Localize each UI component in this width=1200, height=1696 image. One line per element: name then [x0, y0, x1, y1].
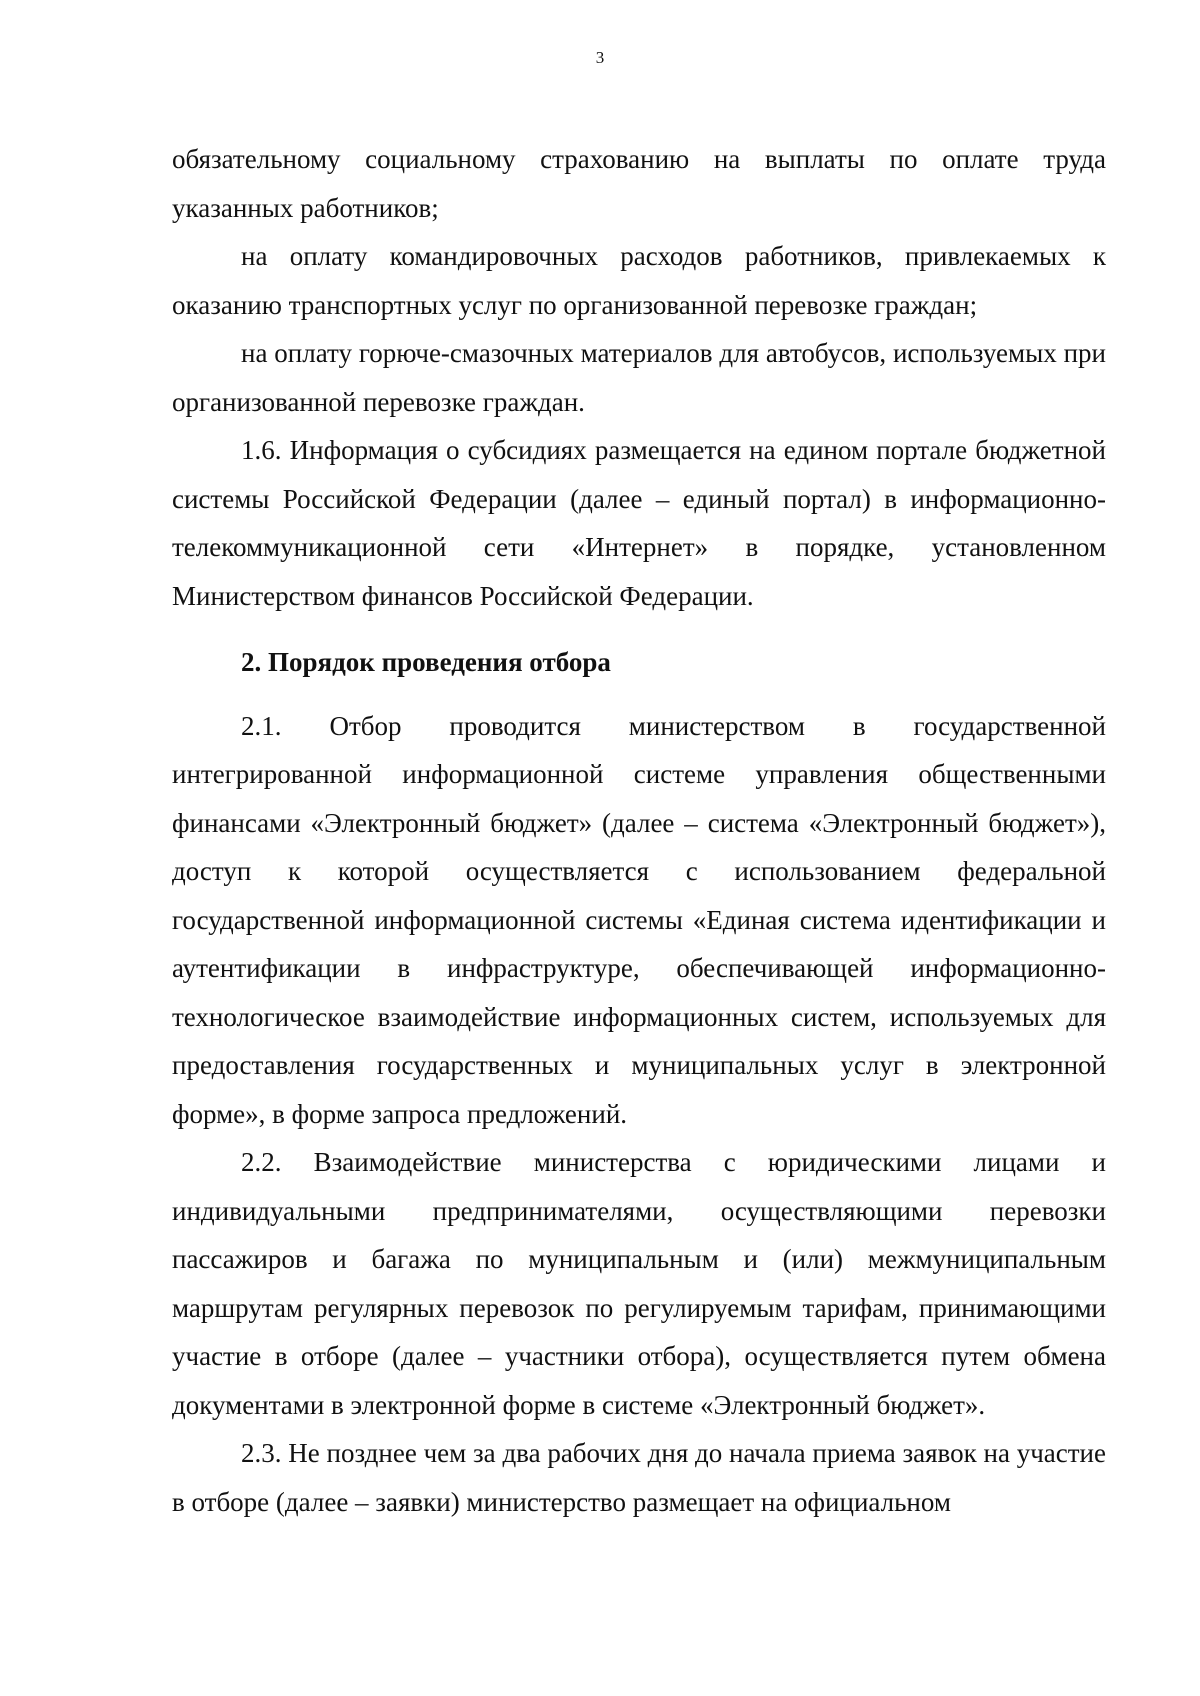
section-heading: 2. Порядок проведения отбора — [241, 647, 611, 677]
paragraph-2-1: 2.1. Отбор проводится министерством в государственной интегрированной информационной системе управления общественными финансами «Электронный бюджет» (далее – система «Электронный бюджет»), доступ к которой осуществляется с использованием федеральной государственной информационной системы «Единая система идентификации и аутентификации в инфраструктуре, обеспечивающей информационно-технологическое взаимодействие информационных систем, используемых для предоставления государственных и муниципальных услуг в электронной форме», в форме запроса предложений. — [172, 710, 1106, 1129]
paragraph-2-2: 2.2. Взаимодействие министерства с юридическими лицами и индивидуальными предпринимателями, осуществляющими перевозки пассажиров и багажа по муниципальным и (или) межмуниципальным маршрутам регулярных перевозок по регулируемым тарифам, принимающими участие в отборе (далее – участники отбора), осуществляется путем обмена документами в электронной форме в системе «Электронный бюджет». — [172, 1147, 1106, 1420]
paragraph-2-3: 2.3. Не позднее чем за два рабочих дня до начала приема заявок на участие в отборе (далее – заявки) министерство размещает на официальном — [172, 1438, 1106, 1517]
paragraph-travel-expenses: на оплату командировочных расходов работников, привлекаемых к оказанию транспортных услуг по организованной перевозке граждан; — [172, 241, 1106, 320]
document-body — [172, 135, 1106, 1526]
paragraph-fuel-expenses: на оплату горюче-смазочных материалов для автобусов, используемых при организованной перевозке граждан. — [172, 338, 1106, 417]
paragraph-1-6: 1.6. Информация о субсидиях размещается на едином портале бюджетной системы Российской Федерации (далее – единый портал) в информационно-телекоммуникационной сети «Интернет» в порядке, установленном Министерством финансов Российской Федерации. — [172, 435, 1106, 611]
page-number: 3 — [595, 48, 605, 67]
paragraph-continuation: обязательному социальному страхованию на выплаты по оплате труда указанных работников; — [172, 144, 1106, 223]
